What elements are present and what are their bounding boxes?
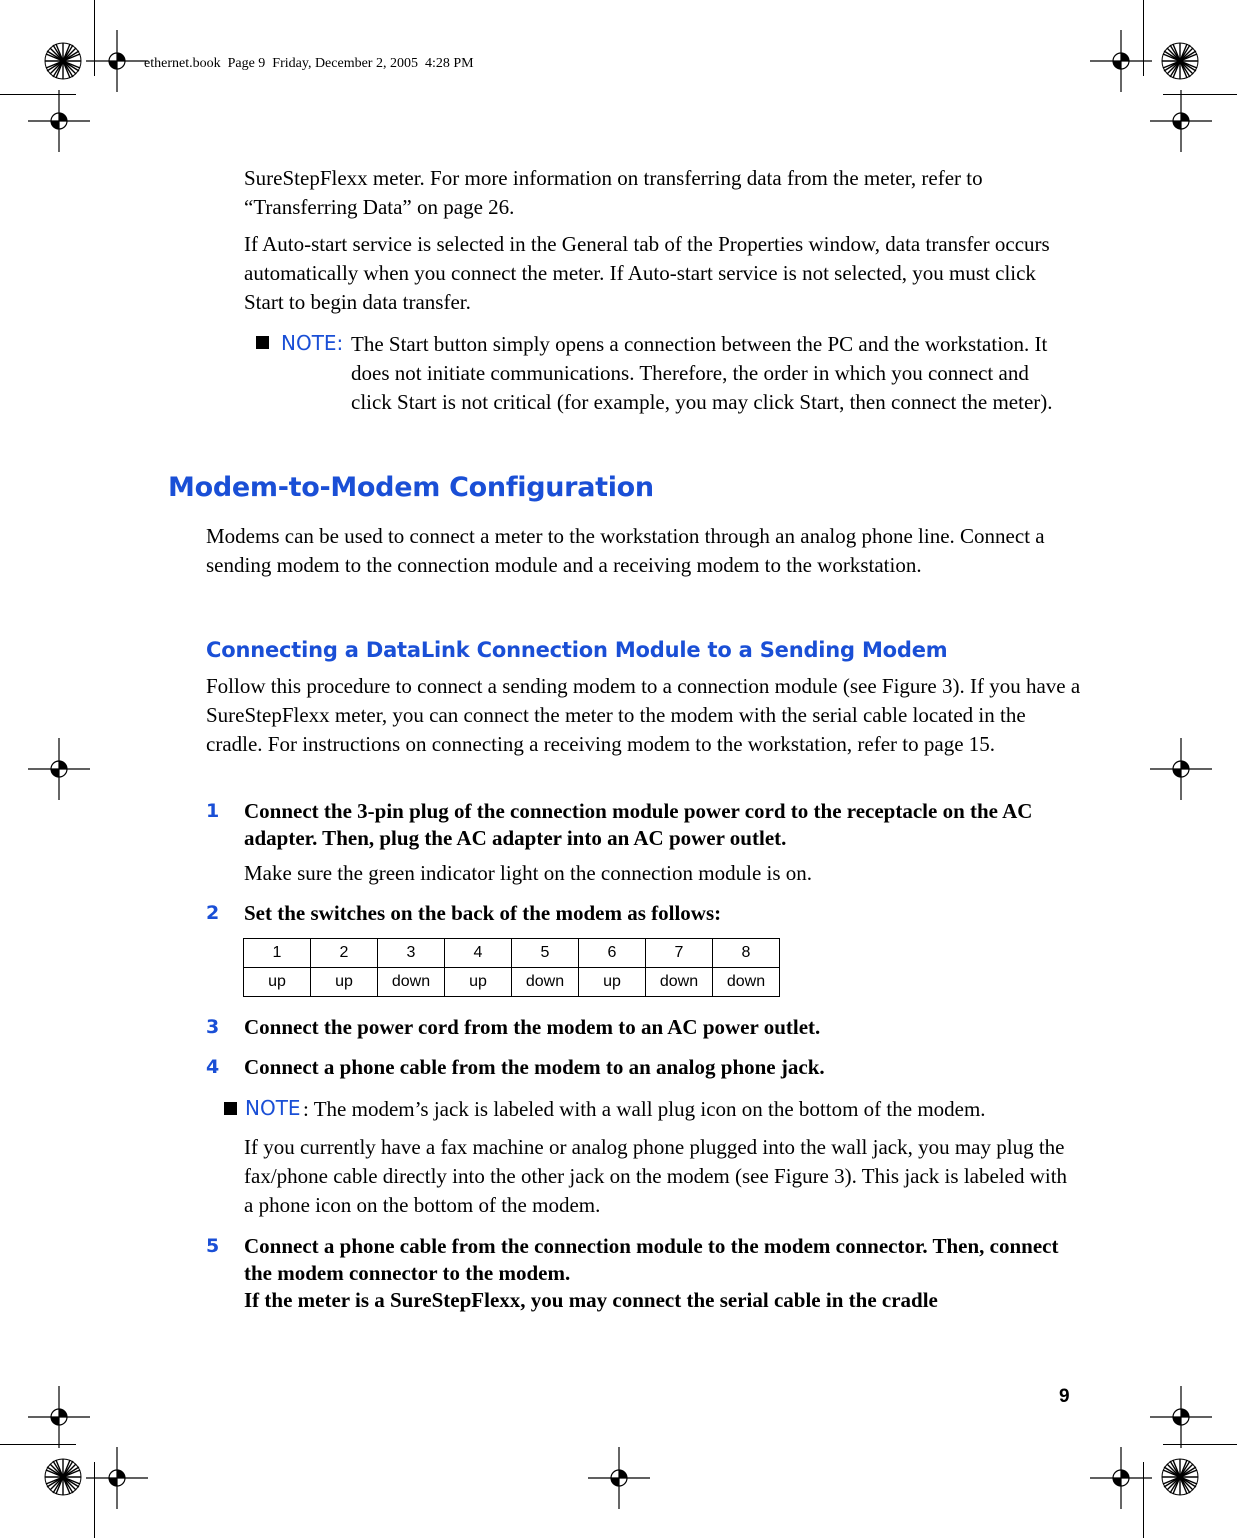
crosshair-mark-bottom-center: [588, 1447, 650, 1509]
table-cell: down: [378, 968, 445, 997]
table-cell: down: [512, 968, 579, 997]
table-cell: 8: [713, 939, 780, 968]
running-head: ethernet.book Page 9 Friday, December 2, 2005 4:28 PM: [144, 56, 474, 71]
paragraph: If you currently have a fax machine or analog phone plugged into the wall jack, you may plug the fax/phone cable directly into the other jack on the modem (see Figure 3). This jack is labeled with a phone icon on the bottom of the modem.: [244, 1135, 1068, 1217]
table-cell: up: [579, 968, 646, 997]
step-number: 5: [206, 1235, 220, 1257]
crop-line: [94, 0, 95, 76]
paragraph: SureStepFlexx meter. For more information on transferring data from the meter, refer to “Transferring Data” on page 26.: [244, 166, 983, 219]
step-text: Connect the 3-pin plug of the connection module power cord to the receptacle on the AC adapter. Then, plug the AC adapter into an AC power outlet.: [244, 799, 1033, 850]
crop-line: [94, 1462, 95, 1538]
crosshair-mark-bottom-2: [86, 1447, 148, 1509]
note-square-icon: [256, 336, 269, 354]
table-cell: down: [713, 968, 780, 997]
switch-settings-table: [243, 938, 780, 997]
note-text: : The modem’s jack is labeled with a wall plug icon on the bottom of the modem.: [303, 1097, 986, 1121]
paragraph: Follow this procedure to connect a sending modem to a connection module (see Figure 3). If you have a SureStepFlexx meter, you can connect the meter to the modem with the serial cable located in the cradle. For instructions on connecting a receiving modem to the workstation, refer to page 15.: [206, 674, 1081, 756]
starburst-mark-bottom-right: [1161, 1458, 1199, 1496]
starburst-mark-top-right: [1161, 42, 1199, 80]
table-cell: 5: [512, 939, 579, 968]
starburst-mark-top-left: [44, 42, 82, 80]
crosshair-mark-top-2: [28, 90, 90, 152]
paragraph: Modems can be used to connect a meter to the workstation through an analog phone line. Connect a sending modem to the connection module and a receiving modem to the workstation.: [206, 524, 1045, 577]
starburst-mark-bottom-left: [44, 1458, 82, 1496]
table-cell: 3: [378, 939, 445, 968]
table-cell: 7: [646, 939, 713, 968]
note-text: The Start button simply opens a connection between the PC and the workstation. It does not initiate communications. Therefore, the order in which you connect and click Start is not critical (for example, you may click Start, then connect the meter).: [351, 332, 1053, 414]
crop-line: [1143, 0, 1144, 76]
crop-line: [0, 1444, 76, 1445]
table-cell: up: [445, 968, 512, 997]
note-label: NOTE: [245, 1096, 301, 1120]
table-cell: 2: [311, 939, 378, 968]
page-number: 9: [1059, 1386, 1070, 1407]
step-number: 1: [206, 800, 220, 822]
crop-line: [1143, 1462, 1144, 1538]
step-number: 2: [206, 902, 220, 924]
step-number: 3: [206, 1016, 220, 1038]
step-text: Connect a phone cable from the modem to an analog phone jack.: [244, 1055, 825, 1079]
crop-line: [0, 94, 76, 95]
note-square-icon: [224, 1102, 237, 1120]
step-text: Connect a phone cable from the connection module to the modem connector. Then, connect the modem connector to the modem.: [244, 1234, 1059, 1285]
crosshair-mark-mid-right: [1150, 738, 1212, 800]
paragraph: If Auto-start service is selected in the General tab of the Properties window, data transfer occurs automatically when you connect the meter. If Auto-start service is not selected, you must click Start to begin data transfer.: [244, 232, 1050, 314]
table-cell: up: [244, 968, 311, 997]
step-text: If the meter is a SureStepFlexx, you may connect the serial cable in the cradle: [244, 1288, 938, 1312]
crosshair-mark-bottom-1: [28, 1386, 90, 1448]
switch-position-row: [244, 968, 780, 997]
switch-number-row: [244, 939, 780, 968]
table-cell: 4: [445, 939, 512, 968]
crosshair-mark-mid-left: [28, 738, 90, 800]
crop-line: [1163, 1444, 1237, 1445]
section-heading: Modem-to-Modem Configuration: [168, 472, 654, 503]
step-text: Connect the power cord from the modem to an AC power outlet.: [244, 1015, 821, 1039]
table-cell: 6: [579, 939, 646, 968]
crosshair-mark-bottom-4: [1150, 1386, 1212, 1448]
step-text: Set the switches on the back of the modem as follows:: [244, 901, 722, 925]
table-cell: 1: [244, 939, 311, 968]
crosshair-mark-top-1: [86, 30, 148, 92]
step-detail: Make sure the green indicator light on the connection module is on.: [244, 861, 813, 885]
table-cell: down: [646, 968, 713, 997]
subsection-heading: Connecting a DataLink Connection Module to a Sending Modem: [206, 638, 948, 662]
note-label: NOTE:: [281, 331, 344, 355]
crop-line: [1163, 94, 1237, 95]
crosshair-mark-top-4: [1150, 90, 1212, 152]
step-number: 4: [206, 1056, 220, 1078]
table-cell: up: [311, 968, 378, 997]
